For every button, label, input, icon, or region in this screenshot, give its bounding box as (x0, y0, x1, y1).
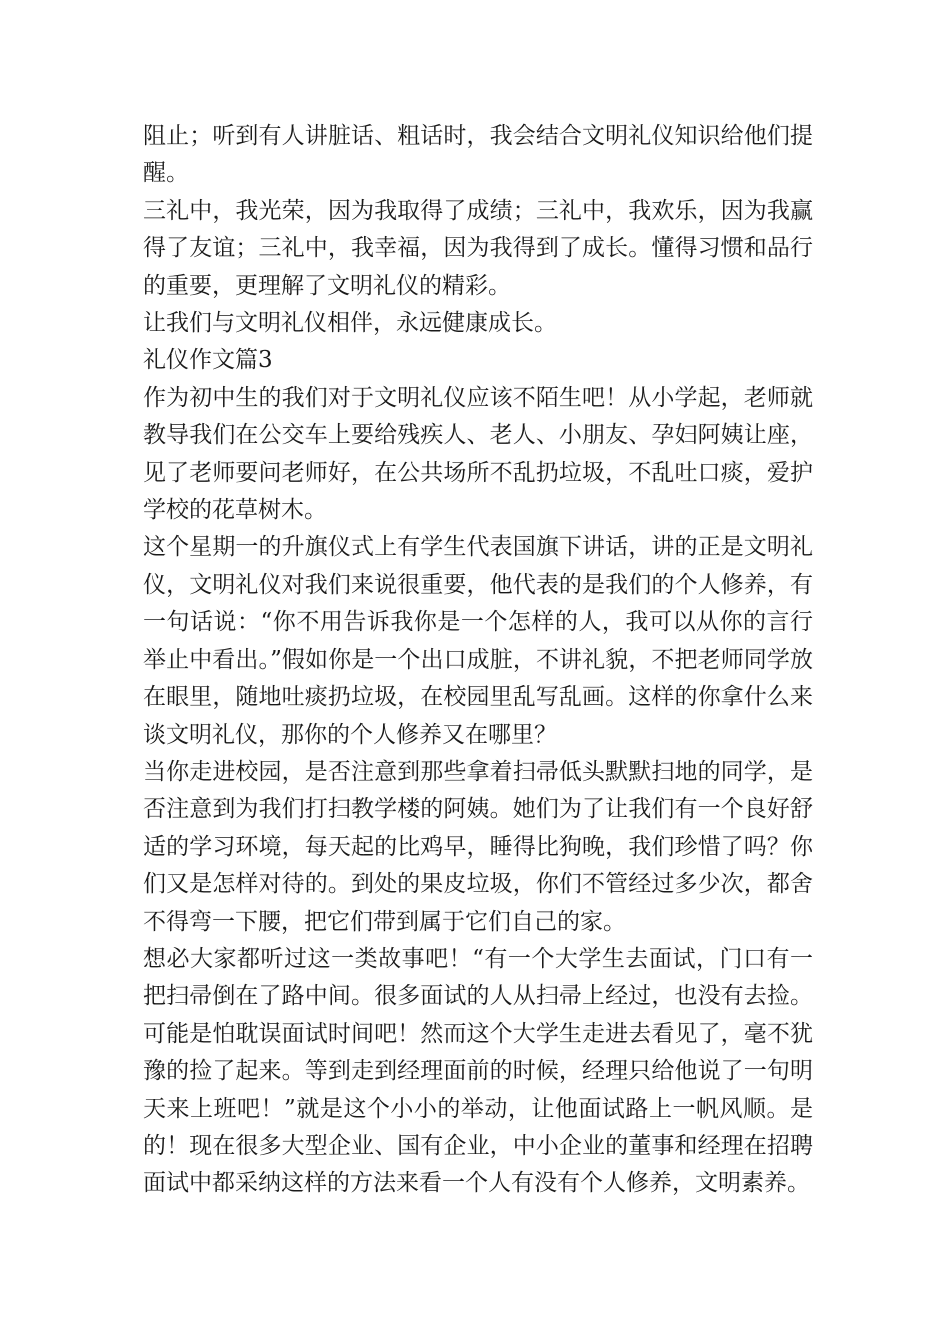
paragraph-6: 当你走进校园，是否注意到那些拿着扫帚低头默默扫地的同学，是否注意到为我们打扫教学楼的阿姨。她们为了让我们有一个良好舒适的学习环境，每天起的比鸡早，睡得比狗晚，我们珍惜了吗？你们又是怎样对待的。到处的果皮垃圾，你们不管经过多少次，都舍不得弯一下腰，把它们带到属于它们自己的家。 (143, 758, 813, 935)
paragraph-1: 阻止；听到有人讲脏话、粗话时，我会结合文明礼仪知识给他们提醒。 (143, 123, 813, 187)
section-heading: 礼仪作文篇3 (143, 347, 273, 374)
paragraph-5: 这个星期一的升旗仪式上有学生代表国旗下讲话，讲的正是文明礼仪，文明礼仪对我们来说很重要，他代表的是我们的个人修养，有一句话说：“你不用告诉我你是一个怎样的人，我可以从你的言行举止中看出。”假如你是一个出口成脏，不讲礼貌，不把老师同学放在眼里，随地吐痰扔垃圾，在校园里乱写乱画。这样的你拿什么来谈文明礼仪，那你的个人修养又在哪里？ (143, 534, 813, 748)
paragraph-7: 想必大家都听过这一类故事吧！“有一个大学生去面试，门口有一把扫帚倒在了路中间。很多面试的人从扫帚上经过，也没有去捡。可能是怕耽误面试时间吧！然而这个大学生走进去看见了，毫不犹豫的捡了起来。等到走到经理面前的时候，经理只给他说了一句明天来上班吧！”就是这个小小的举动，让他面试路上一帆风顺。是的！现在很多大型企业、国有企业，中小企业的董事和经理在招聘面试中都采纳这样的方法来看一个人有没有个人修养，文明素养。 (143, 945, 813, 1197)
paragraph-3: 让我们与文明礼仪相伴，永远健康成长。 (143, 310, 557, 337)
paragraph-4: 作为初中生的我们对于文明礼仪应该不陌生吧！从小学起，老师就教导我们在公交车上要给残疾人、老人、小朋友、孕妇阿姨让座，见了老师要问老师好，在公共场所不乱扔垃圾，不乱吐口痰，爱护学校的花草树木。 (143, 384, 813, 524)
paragraph-2: 三礼中，我光荣，因为我取得了成绩；三礼中，我欢乐，因为我赢得了友谊；三礼中，我幸福，因为我得到了成长。懂得习惯和品行的重要，更理解了文明礼仪的精彩。 (143, 197, 813, 299)
document-body (143, 118, 813, 1203)
